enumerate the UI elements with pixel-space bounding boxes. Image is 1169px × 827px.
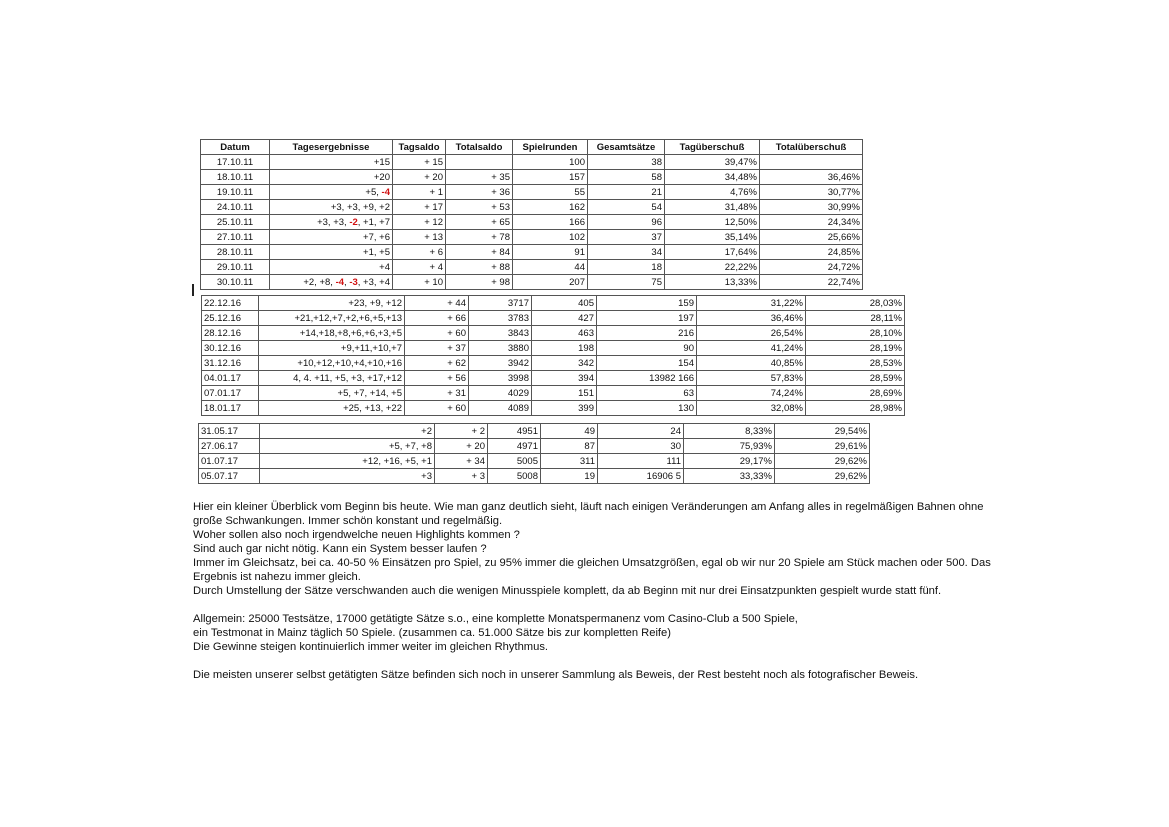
table-cell: 32,08% bbox=[697, 401, 806, 416]
table-cell: 29.10.11 bbox=[201, 260, 270, 275]
table-cell: +14,+18,+8,+6,+6,+3,+5 bbox=[259, 326, 405, 341]
table-cell: 17.10.11 bbox=[201, 155, 270, 170]
table-cell: 31,48% bbox=[665, 200, 760, 215]
table-cell: 28.10.11 bbox=[201, 245, 270, 260]
table-cell: + 17 bbox=[393, 200, 446, 215]
table-row bbox=[202, 341, 905, 356]
table-cell: 399 bbox=[532, 401, 597, 416]
table-cell: + 4 bbox=[393, 260, 446, 275]
table-row bbox=[201, 230, 863, 245]
table-cell: 216 bbox=[597, 326, 697, 341]
table-cell: + 3 bbox=[435, 469, 488, 484]
table-cell: 26,54% bbox=[697, 326, 806, 341]
table-cell: +12, +16, +5, +1 bbox=[260, 454, 435, 469]
table-cell: 29,62% bbox=[775, 469, 870, 484]
table-cell: 22.12.16 bbox=[202, 296, 259, 311]
table-cell: 74,24% bbox=[697, 386, 806, 401]
table-cell: 102 bbox=[513, 230, 588, 245]
table-cell: +2 bbox=[260, 424, 435, 439]
table-cell: 25.12.16 bbox=[202, 311, 259, 326]
table-cell bbox=[270, 185, 393, 200]
table-cell: 36,46% bbox=[697, 311, 806, 326]
column-header: Tagesergebnisse bbox=[270, 140, 393, 155]
table-cell: 25.10.11 bbox=[201, 215, 270, 230]
table-cell: 3783 bbox=[469, 311, 532, 326]
table-cell bbox=[270, 155, 393, 170]
table-cell: 07.01.17 bbox=[202, 386, 259, 401]
negative-result: -2 bbox=[349, 216, 358, 228]
table-cell: 30.10.11 bbox=[201, 275, 270, 290]
table-cell: 22,74% bbox=[760, 275, 863, 290]
table-cell: 4, 4. +11, +5, +3, +17,+12 bbox=[259, 371, 405, 386]
table-cell: 55 bbox=[513, 185, 588, 200]
table-cell: 04.01.17 bbox=[202, 371, 259, 386]
result-text: , bbox=[344, 276, 350, 288]
column-header: Totalüberschuß bbox=[760, 140, 863, 155]
result-text: +1, +5 bbox=[363, 246, 390, 258]
table-cell: + 12 bbox=[393, 215, 446, 230]
table-cell: 31.12.16 bbox=[202, 356, 259, 371]
table-row bbox=[202, 386, 905, 401]
table-cell: 198 bbox=[532, 341, 597, 356]
table-cell: 90 bbox=[597, 341, 697, 356]
table-cell: 25,66% bbox=[760, 230, 863, 245]
table-cell: + 36 bbox=[446, 185, 513, 200]
table-cell bbox=[270, 275, 393, 290]
table-cell: 49 bbox=[541, 424, 598, 439]
table-cell: 63 bbox=[597, 386, 697, 401]
table-cell: 75 bbox=[588, 275, 665, 290]
table-cell: + 78 bbox=[446, 230, 513, 245]
summary-text bbox=[193, 500, 993, 682]
table-cell: 54 bbox=[588, 200, 665, 215]
table-row bbox=[201, 170, 863, 185]
table-cell: 21 bbox=[588, 185, 665, 200]
table-cell: 18.10.11 bbox=[201, 170, 270, 185]
table-cell: 4,76% bbox=[665, 185, 760, 200]
paragraph: Sind auch gar nicht nötig. Kann ein System besser laufen ? bbox=[193, 543, 487, 555]
table-row bbox=[201, 200, 863, 215]
table-cell: +25, +13, +22 bbox=[259, 401, 405, 416]
negative-result: -3 bbox=[349, 276, 358, 288]
table-cell: 18 bbox=[588, 260, 665, 275]
table-cell bbox=[270, 215, 393, 230]
table-cell: 24.10.11 bbox=[201, 200, 270, 215]
table-row bbox=[202, 401, 905, 416]
table-cell: 100 bbox=[513, 155, 588, 170]
table-cell: 40,85% bbox=[697, 356, 806, 371]
table-cell: 4029 bbox=[469, 386, 532, 401]
column-header: Spielrunden bbox=[513, 140, 588, 155]
table-cell: 28,59% bbox=[806, 371, 905, 386]
result-text: , +1, +7 bbox=[357, 216, 390, 228]
table-cell bbox=[270, 200, 393, 215]
table-cell: 3717 bbox=[469, 296, 532, 311]
table-cell: 4951 bbox=[488, 424, 541, 439]
table-cell: + 34 bbox=[435, 454, 488, 469]
table-cell: 75,93% bbox=[684, 439, 775, 454]
table-cell: 3843 bbox=[469, 326, 532, 341]
table-cell bbox=[270, 260, 393, 275]
paragraph: Allgemein: 25000 Testsätze, 17000 getätigte Sätze s.o., eine komplette Monatspermanenz vom Casino-Club a 500 Spiele, bbox=[193, 613, 798, 625]
table-cell: 28,10% bbox=[806, 326, 905, 341]
table-cell: 96 bbox=[588, 215, 665, 230]
paragraph: ein Testmonat in Mainz täglich 50 Spiele. (zusammen ca. 51.000 Sätze bis zur kompletten Reife) bbox=[193, 627, 671, 639]
table-row bbox=[199, 454, 870, 469]
table-cell: 27.10.11 bbox=[201, 230, 270, 245]
table-cell: +23, +9, +12 bbox=[259, 296, 405, 311]
table-cell bbox=[446, 155, 513, 170]
table-cell: 16906 5 bbox=[598, 469, 684, 484]
table-cell: 01.07.17 bbox=[199, 454, 260, 469]
table-cell: 24,34% bbox=[760, 215, 863, 230]
table-cell: 151 bbox=[532, 386, 597, 401]
table-cell: 394 bbox=[532, 371, 597, 386]
table-cell: 4089 bbox=[469, 401, 532, 416]
negative-result: -4 bbox=[335, 276, 345, 288]
results-table-2017 bbox=[198, 423, 870, 484]
table-row bbox=[199, 439, 870, 454]
table-row bbox=[201, 185, 863, 200]
table-cell: 166 bbox=[513, 215, 588, 230]
results-table-2011 bbox=[200, 139, 863, 290]
table-cell: 33,33% bbox=[684, 469, 775, 484]
table-cell: + 10 bbox=[393, 275, 446, 290]
table-cell: + 13 bbox=[393, 230, 446, 245]
table-cell: 18.01.17 bbox=[202, 401, 259, 416]
table-cell: 5005 bbox=[488, 454, 541, 469]
paragraph: Hier ein kleiner Überblick vom Beginn bis heute. Wie man ganz deutlich sieht, läuft nach einigen Veränderungen am Anfang alles in regelmäßigen Bahnen ohne große Schwankungen. Immer schön konstant und regelmäßig. bbox=[193, 501, 984, 527]
table-cell: 19.10.11 bbox=[201, 185, 270, 200]
table-cell: + 53 bbox=[446, 200, 513, 215]
table-cell bbox=[270, 170, 393, 185]
table-cell: 22,22% bbox=[665, 260, 760, 275]
table-row bbox=[201, 245, 863, 260]
table-cell: +5, +7, +14, +5 bbox=[259, 386, 405, 401]
table-cell: 30,99% bbox=[760, 200, 863, 215]
table-cell: +3 bbox=[260, 469, 435, 484]
text-cursor bbox=[192, 284, 194, 296]
table-cell: + 98 bbox=[446, 275, 513, 290]
result-text: +3, +3, +9, +2 bbox=[330, 201, 390, 213]
table-cell: 38 bbox=[588, 155, 665, 170]
table-cell: 28,53% bbox=[806, 356, 905, 371]
table-cell: 28,11% bbox=[806, 311, 905, 326]
paragraph: Die meisten unserer selbst getätigten Sätze befinden sich noch in unserer Sammlung als Beweis, der Rest besteht noch als fotografischer Beweis. bbox=[193, 669, 919, 681]
table-cell: + 6 bbox=[393, 245, 446, 260]
table-cell: + 20 bbox=[393, 170, 446, 185]
table-cell: + 56 bbox=[405, 371, 469, 386]
table-cell: 405 bbox=[532, 296, 597, 311]
table-cell: 342 bbox=[532, 356, 597, 371]
table-row bbox=[201, 260, 863, 275]
table-cell: +10,+12,+10,+4,+10,+16 bbox=[259, 356, 405, 371]
table-cell: 159 bbox=[597, 296, 697, 311]
table-cell: 41,24% bbox=[697, 341, 806, 356]
table-cell: 28,19% bbox=[806, 341, 905, 356]
table-cell: 3942 bbox=[469, 356, 532, 371]
table-cell: + 15 bbox=[393, 155, 446, 170]
table-cell: 8,33% bbox=[684, 424, 775, 439]
column-header: Gesamtsätze bbox=[588, 140, 665, 155]
table-cell: 3998 bbox=[469, 371, 532, 386]
table-cell: 57,83% bbox=[697, 371, 806, 386]
table-cell: 19 bbox=[541, 469, 598, 484]
table-row bbox=[202, 311, 905, 326]
table-cell: + 65 bbox=[446, 215, 513, 230]
table-cell bbox=[270, 245, 393, 260]
table-cell: 24,85% bbox=[760, 245, 863, 260]
paragraph: Immer im Gleichsatz, bei ca. 40-50 % Einsätzen pro Spiel, zu 95% immer die gleichen Umsatzgrößen, egal ob wir nur 20 Spiele am Stück machen oder 500. Das Ergebnis ist nahezu immer gleich. bbox=[193, 557, 991, 583]
result-text: +2, +8, bbox=[303, 276, 336, 288]
table-cell: 311 bbox=[541, 454, 598, 469]
table-cell: 3880 bbox=[469, 341, 532, 356]
table-cell: 91 bbox=[513, 245, 588, 260]
table-cell: 29,54% bbox=[775, 424, 870, 439]
table-cell: + 60 bbox=[405, 326, 469, 341]
table-cell: 17,64% bbox=[665, 245, 760, 260]
table-cell: 36,46% bbox=[760, 170, 863, 185]
result-text: +3, +3, bbox=[317, 216, 350, 228]
table-cell: 29,17% bbox=[684, 454, 775, 469]
column-header: Tagüberschuß bbox=[665, 140, 760, 155]
table-cell: 31.05.17 bbox=[199, 424, 260, 439]
table-cell: 157 bbox=[513, 170, 588, 185]
table-cell: 58 bbox=[588, 170, 665, 185]
column-header: Totalsaldo bbox=[446, 140, 513, 155]
table-cell: 35,14% bbox=[665, 230, 760, 245]
paragraph: Durch Umstellung der Sätze verschwanden auch die wenigen Minusspiele komplett, da ab Beginn mit nur drei Einsatzpunkten gespielt wurde statt fünf. bbox=[193, 585, 942, 597]
table-cell: +21,+12,+7,+2,+6,+5,+13 bbox=[259, 311, 405, 326]
table-cell: 30,77% bbox=[760, 185, 863, 200]
table-cell: + 37 bbox=[405, 341, 469, 356]
table-cell: 162 bbox=[513, 200, 588, 215]
table-cell: +5, +7, +8 bbox=[260, 439, 435, 454]
table-cell: 5008 bbox=[488, 469, 541, 484]
table-cell: 24,72% bbox=[760, 260, 863, 275]
table-cell: 28,69% bbox=[806, 386, 905, 401]
table-cell: + 31 bbox=[405, 386, 469, 401]
table-cell: 30.12.16 bbox=[202, 341, 259, 356]
paragraph: Die Gewinne steigen kontinuierlich immer weiter im gleichen Rhythmus. bbox=[193, 641, 549, 653]
negative-result: -4 bbox=[381, 186, 390, 198]
paragraph: Woher sollen also noch irgendwelche neuen Highlights kommen ? bbox=[193, 529, 520, 541]
table-row bbox=[199, 469, 870, 484]
table-cell: 463 bbox=[532, 326, 597, 341]
table-cell: + 60 bbox=[405, 401, 469, 416]
table-cell: + 44 bbox=[405, 296, 469, 311]
table-cell: 34 bbox=[588, 245, 665, 260]
table-cell: 4971 bbox=[488, 439, 541, 454]
table-row bbox=[202, 296, 905, 311]
table-cell: + 88 bbox=[446, 260, 513, 275]
table-cell bbox=[760, 155, 863, 170]
table-cell: 28,98% bbox=[806, 401, 905, 416]
table-row bbox=[202, 371, 905, 386]
table-cell: 34,48% bbox=[665, 170, 760, 185]
table-cell: 207 bbox=[513, 275, 588, 290]
table-cell: 28.12.16 bbox=[202, 326, 259, 341]
table-row bbox=[202, 326, 905, 341]
table-header-row bbox=[201, 140, 863, 155]
table-cell: + 62 bbox=[405, 356, 469, 371]
table-cell: 111 bbox=[598, 454, 684, 469]
table-cell: 27.06.17 bbox=[199, 439, 260, 454]
table-cell bbox=[270, 230, 393, 245]
table-cell: + 66 bbox=[405, 311, 469, 326]
results-table-2016 bbox=[201, 295, 905, 416]
table-row bbox=[199, 424, 870, 439]
table-row bbox=[201, 275, 863, 290]
table-cell: 13,33% bbox=[665, 275, 760, 290]
table-cell: 29,62% bbox=[775, 454, 870, 469]
table-cell: 37 bbox=[588, 230, 665, 245]
table-cell: 154 bbox=[597, 356, 697, 371]
table-cell: 31,22% bbox=[697, 296, 806, 311]
table-cell: 05.07.17 bbox=[199, 469, 260, 484]
table-cell: 197 bbox=[597, 311, 697, 326]
table-cell: 130 bbox=[597, 401, 697, 416]
table-cell: + 1 bbox=[393, 185, 446, 200]
table-cell: 12,50% bbox=[665, 215, 760, 230]
table-cell: +9,+11,+10,+7 bbox=[259, 341, 405, 356]
result-text: +20 bbox=[373, 171, 390, 183]
result-text: +4 bbox=[379, 261, 390, 273]
table-cell: 24 bbox=[598, 424, 684, 439]
table-cell: 30 bbox=[598, 439, 684, 454]
table-cell: 427 bbox=[532, 311, 597, 326]
table-row bbox=[201, 215, 863, 230]
result-text: +7, +6 bbox=[363, 231, 390, 243]
column-header: Tagsaldo bbox=[393, 140, 446, 155]
column-header: Datum bbox=[201, 140, 270, 155]
table-cell: + 20 bbox=[435, 439, 488, 454]
table-cell: 28,03% bbox=[806, 296, 905, 311]
table-cell: 44 bbox=[513, 260, 588, 275]
result-text: +15 bbox=[373, 156, 390, 168]
table-row bbox=[201, 155, 863, 170]
result-text: +5, bbox=[365, 186, 382, 198]
table-cell: + 84 bbox=[446, 245, 513, 260]
table-cell: 39,47% bbox=[665, 155, 760, 170]
result-text: , +3, +4 bbox=[357, 276, 390, 288]
table-cell: + 35 bbox=[446, 170, 513, 185]
table-row bbox=[202, 356, 905, 371]
table-cell: + 2 bbox=[435, 424, 488, 439]
table-cell: 13982 166 bbox=[597, 371, 697, 386]
table-cell: 87 bbox=[541, 439, 598, 454]
table-cell: 29,61% bbox=[775, 439, 870, 454]
